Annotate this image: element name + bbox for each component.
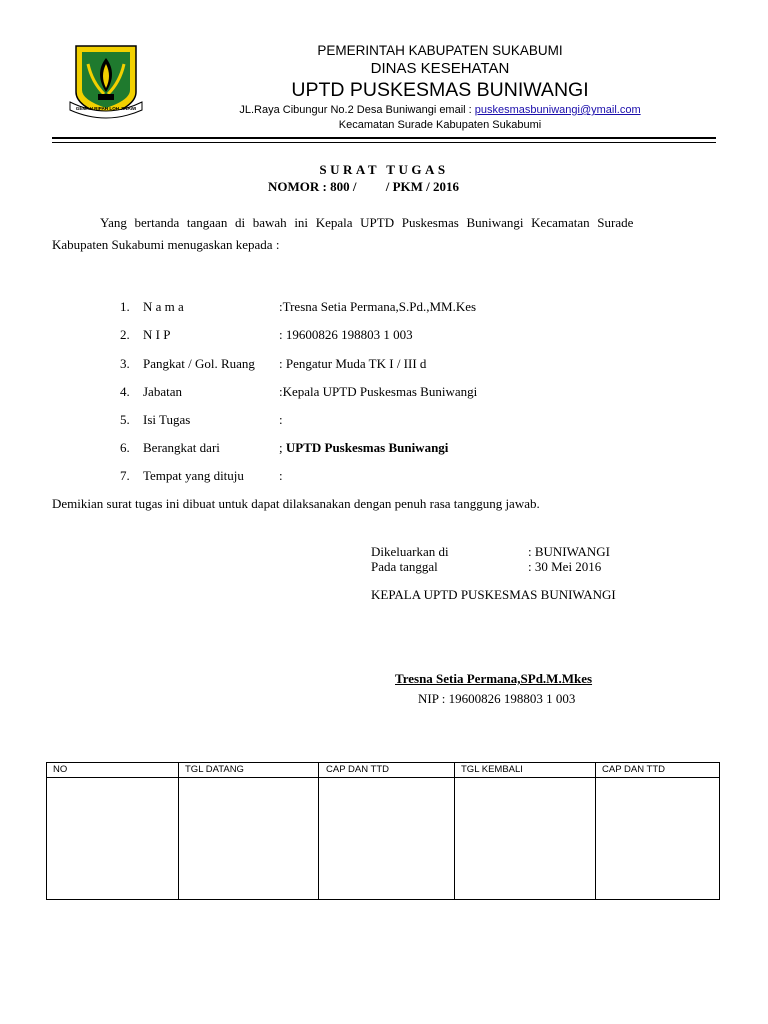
column-divider [318, 763, 319, 899]
letterhead-rule-thin [52, 142, 716, 143]
regency-logo [68, 42, 144, 122]
signatory-nip: NIP : 19600826 198803 1 003 [418, 691, 576, 706]
item-number: 3. [120, 356, 130, 371]
item-value: :Tresna Setia Permana,S.Pd.,MM.Kes [279, 299, 477, 314]
department-name: DINAS KESEHATAN [370, 60, 510, 77]
item-label: Jabatan [143, 384, 182, 399]
address-text: JL.Raya Cibungur No.2 Desa Buniwangi email : [239, 104, 475, 116]
address-line [150, 104, 730, 116]
item-label: Isi Tugas [143, 412, 191, 427]
item-value: :Kepala UPTD Puskesmas Buniwangi [279, 384, 478, 399]
item-number: 5. [120, 412, 130, 427]
item-number: 4. [120, 384, 130, 399]
item-number: 1. [120, 299, 130, 314]
item-value-prefix: ; [279, 440, 286, 455]
item-label: N a m a [143, 299, 184, 314]
document-number: NOMOR : 800 / / PKM / 2016 [268, 179, 460, 194]
date-label: Pada tanggal [371, 559, 438, 574]
date-value: : 30 Mei 2016 [528, 559, 602, 574]
government-name: PEMERINTAH KABUPATEN SUKABUMI [317, 43, 563, 58]
column-divider [595, 763, 596, 899]
item-label: N I P [143, 327, 171, 342]
issued-label: Dikeluarkan di [371, 544, 449, 559]
closing-statement: Demikian surat tugas ini dibuat untuk dapat dilaksanakan dengan penuh rasa tanggung jawab. [52, 496, 540, 511]
district-line: Kecamatan Surade Kabupaten Sukabumi [338, 119, 542, 131]
item-label: Tempat yang dituju [143, 468, 244, 483]
institution-name: UPTD PUSKESMAS BUNIWANGI [291, 79, 589, 101]
item-value [279, 440, 448, 456]
table-header-tgl-datang: TGL DATANG [185, 764, 244, 775]
table-header-no: NO [53, 764, 68, 775]
document-title: SURAT TUGAS [319, 162, 449, 177]
column-divider [454, 763, 455, 899]
item-label: Pangkat / Gol. Ruang [143, 356, 255, 371]
item-value: : [279, 412, 283, 427]
letterhead-rule-thick [52, 137, 716, 139]
intro-line-1: Yang bertanda tangaan di bawah ini Kepala UPTD Puskesmas Buniwangi Kecamatan Surade [100, 215, 634, 230]
item-number: 2. [120, 327, 130, 342]
issued-value: : BUNIWANGI [528, 544, 610, 559]
item-label: Berangkat dari [143, 440, 220, 455]
item-value-bold: UPTD Puskesmas Buniwangi [285, 440, 449, 455]
email-link[interactable]: puskesmasbuniwangi@ymail.com [474, 104, 641, 116]
table-header-cap-ttd-1: CAP DAN TTD [326, 764, 389, 775]
item-value: : [279, 468, 283, 483]
table-header-tgl-kembali: TGL KEMBALI [461, 764, 523, 775]
item-value: : 19600826 198803 1 003 [279, 327, 413, 342]
table-header-cap-ttd-2: CAP DAN TTD [602, 764, 665, 775]
signatory-position: KEPALA UPTD PUSKESMAS BUNIWANGI [371, 587, 616, 602]
column-divider [178, 763, 179, 899]
logo-motto: GEMAH RIPAH LOH JINAWI [75, 106, 137, 111]
item-number: 6. [120, 440, 130, 455]
item-number: 7. [120, 468, 130, 483]
attendance-table [46, 762, 720, 900]
signatory-name: Tresna Setia Permana,SPd.M.Mkes [395, 671, 593, 686]
item-value: : Pengatur Muda TK I / III d [279, 356, 427, 371]
intro-line-2: Kabupaten Sukabumi menugaskan kepada : [52, 237, 280, 252]
